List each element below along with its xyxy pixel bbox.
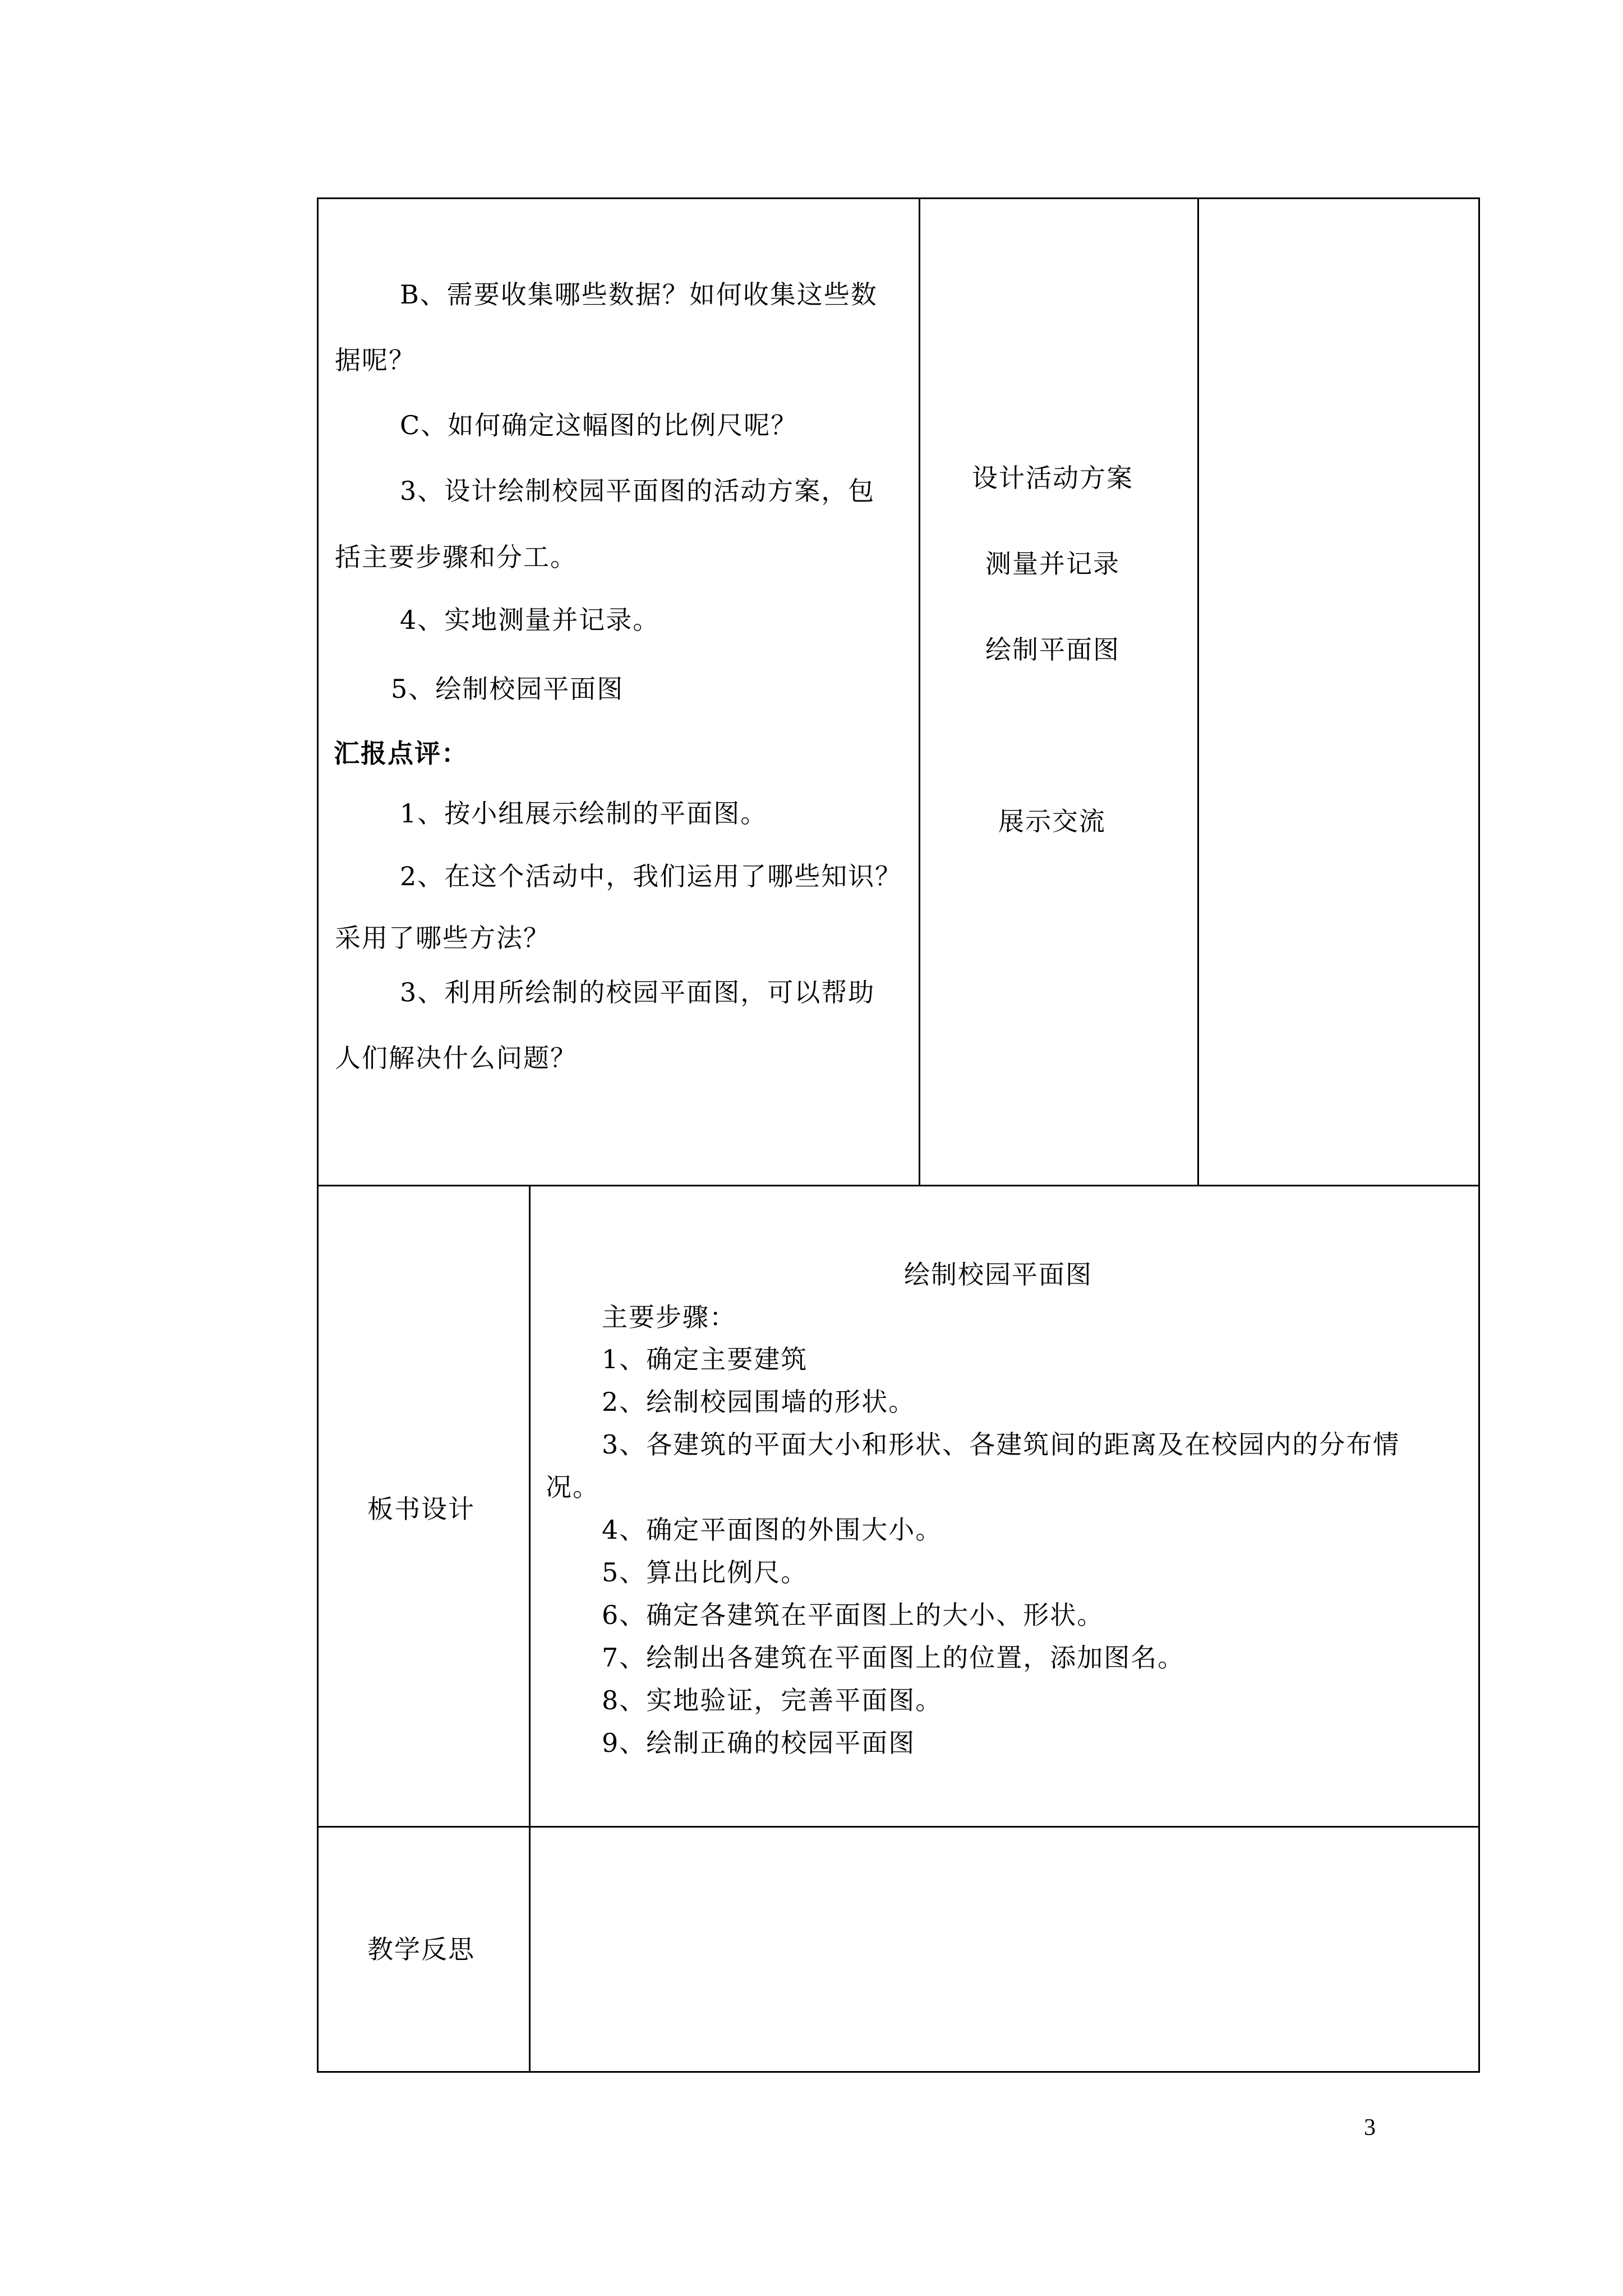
col-divider-activity — [919, 197, 920, 1186]
col-divider-label — [529, 1185, 531, 2073]
process-line: 3、设计绘制校园平面图的活动方案，包 — [400, 476, 875, 506]
board-title: 绘制校园平面图 — [904, 1259, 1092, 1290]
table-right-border — [1478, 197, 1480, 2073]
activity-item: 设计活动方案 — [972, 463, 1133, 493]
process-line: 2、在这个活动中，我们运用了哪些知识？ — [400, 861, 902, 891]
table-top-border — [317, 197, 1480, 199]
board-design-label: 板书设计 — [367, 1494, 475, 1524]
row-divider-2 — [317, 1826, 1480, 1828]
board-step: 7、绘制出各建筑在平面图上的位置，添加图名。 — [602, 1642, 1185, 1673]
board-step: 况。 — [546, 1472, 600, 1502]
board-step: 4、确定平面图的外围大小。 — [602, 1515, 943, 1545]
process-line: 括主要步骤和分工。 — [335, 542, 577, 572]
process-line: 1、按小组展示绘制的平面图。 — [400, 798, 768, 829]
row-divider-1 — [317, 1185, 1480, 1186]
process-line: 5、绘制校园平面图 — [391, 674, 624, 704]
process-line: C、如何确定这幅图的比例尺呢？ — [400, 410, 798, 440]
board-step: 8、实地验证，完善平面图。 — [602, 1685, 943, 1715]
table-left-border — [317, 197, 319, 2073]
board-step: 1、确定主要建筑 — [602, 1344, 808, 1374]
col-divider-notes — [1197, 197, 1199, 1186]
reflection-label: 教学反思 — [367, 1934, 475, 1964]
board-step: 6、确定各建筑在平面图上的大小、形状。 — [602, 1600, 1104, 1630]
board-heading: 主要步骤： — [602, 1302, 736, 1332]
activity-item: 展示交流 — [998, 806, 1106, 836]
board-step: 9、绘制正确的校园平面图 — [602, 1728, 916, 1758]
table-bottom-border — [317, 2071, 1480, 2073]
process-line: 3、利用所绘制的校园平面图，可以帮助 — [400, 977, 875, 1007]
process-line: 据呢？ — [335, 345, 416, 375]
activity-item: 测量并记录 — [985, 549, 1120, 579]
process-line: 采用了哪些方法？ — [335, 923, 550, 953]
board-step: 2、绘制校园围墙的形状。 — [602, 1387, 916, 1417]
board-step: 5、算出比例尺。 — [602, 1557, 808, 1588]
activity-item: 绘制平面图 — [985, 634, 1120, 665]
page-number: 3 — [1364, 2115, 1376, 2141]
board-step: 3、各建筑的平面大小和形状、各建筑间的距离及在校园内的分布情 — [602, 1429, 1400, 1460]
report-heading: 汇报点评： — [334, 738, 468, 769]
process-line: 4、实地测量并记录。 — [400, 605, 660, 635]
reflection-content — [538, 1835, 1469, 2060]
process-line: 人们解决什么问题？ — [335, 1043, 577, 1073]
process-line: B、需要收集哪些数据？如何收集这些数 — [400, 279, 878, 310]
